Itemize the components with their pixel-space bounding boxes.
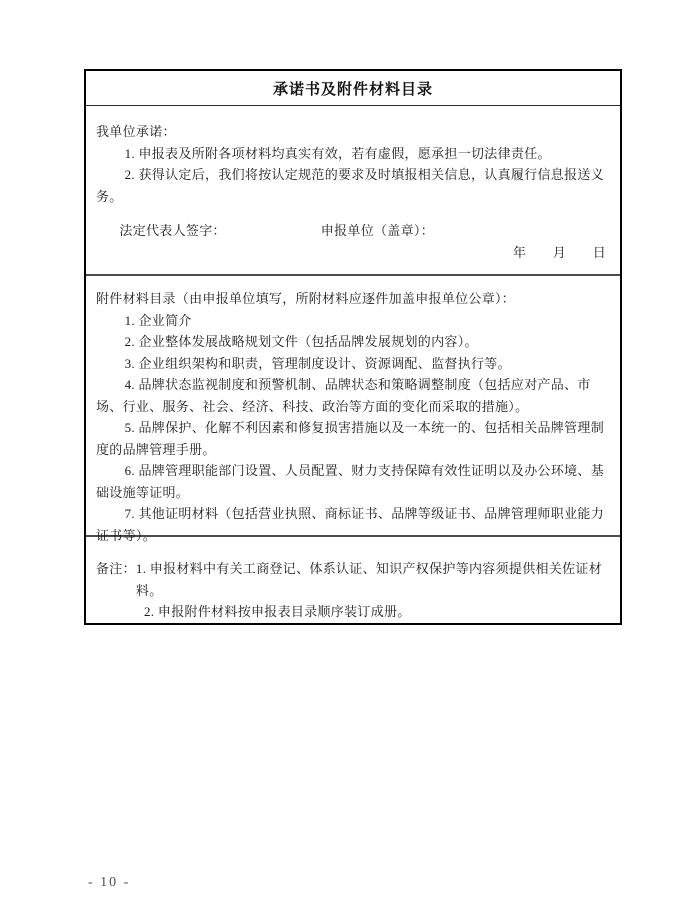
note-item-2: 2. 申报附件材料按申报表目录顺序装订成册。: [144, 604, 411, 619]
note-line-1: [96, 558, 610, 601]
page-number: - 10 -: [88, 875, 131, 890]
attachment-item-2: 2. 企业整体发展战略规划文件（包括品牌发展规划的内容）。: [124, 334, 478, 349]
title-row: [86, 71, 620, 106]
attachment-item-1: 1. 企业简介: [124, 312, 192, 328]
attachment-item-5: 5. 品牌保护、化解不利因素和修复损害措施以及一本统一的、包括相关品牌管理制度的品牌管理手册。: [96, 420, 604, 457]
commitment-heading: 我单位承诺：: [96, 124, 176, 139]
commitment-item-2: 2. 获得认定后，我们将按认定规范的要求及时填报相关信息，认真履行信息报送义务。: [96, 167, 604, 204]
attachments-section: [86, 276, 620, 543]
attachment-item-7: 7. 其他证明材料（包括营业执照、商标证书、品牌等级证书、品牌管理师职业能力证书等）。: [96, 506, 604, 543]
attachments-heading: 附件材料目录（由申报单位填写，所附材料应逐件加盖申报单位公章）：: [96, 291, 516, 306]
legal-representative-signature-label: 法定代表人签字：: [119, 223, 226, 238]
attachment-item-3: 3. 企业组织架构和职责，管理制度设计、资源调配、监督执行等。: [124, 355, 511, 371]
signature-row: [96, 220, 610, 242]
attachment-item-4: 4. 品牌状态监视制度和预警机制、品牌状态和策略调整制度（包括应对产品、市场、行业、服务、社会、经济、科技、政治等方面的变化而采取的措施）。: [96, 377, 591, 414]
applicant-unit-seal-label: 申报单位（盖章）：: [320, 223, 434, 238]
note-item-1: 1. 申报材料中有关工商登记、体系认证、知识产权保护等内容须提供相关佐证材料。: [135, 561, 603, 598]
page-title: 承诺书及附件材料目录: [272, 81, 433, 98]
notes-section: [86, 537, 620, 623]
attachment-item-6: 6. 品牌管理职能部门设置、人员配置、财力支持保障有效性证明以及办公环境、基础设施等证明。: [96, 463, 604, 500]
commitment-section: [86, 106, 620, 276]
commitment-item-1: 1. 申报表及所附各项材料均真实有效，若有虚假，愿承担一切法律责任。: [124, 145, 551, 161]
form-outer-box: [84, 69, 622, 625]
notes-label: 备注：: [96, 561, 136, 576]
date-line: 年 月 日: [512, 244, 606, 260]
